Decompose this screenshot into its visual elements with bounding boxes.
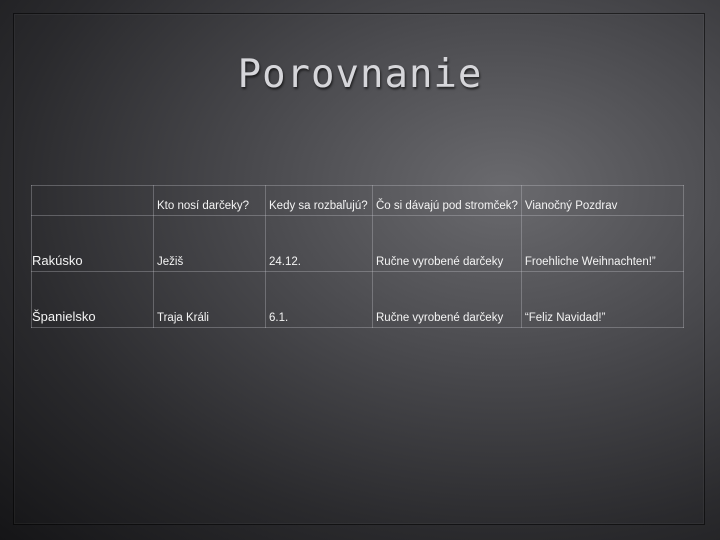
row-label-spain: Španielsko [32,272,154,328]
table-cell: “Feliz Navidad!” [521,272,683,328]
table-header-row [32,186,684,216]
comparison-table [31,185,684,328]
table-cell: Ručne vyrobené darčeky [373,272,522,328]
table-cell: Ručne vyrobené darčeky [373,216,522,272]
table-cell: Traja Králi [154,272,266,328]
table-cell: Ježiš [154,216,266,272]
slide-title: Porovnanie [237,52,483,97]
table-cell: 6.1. [266,272,373,328]
table-row [32,272,684,328]
header-cell-greeting: Vianočný Pozdrav [521,186,683,216]
header-cell-what-under-tree: Čo si dávajú pod stromček? [373,186,522,216]
header-cell-empty [32,186,154,216]
table-row [32,216,684,272]
row-label-austria: Rakúsko [32,216,154,272]
table-cell: Froehliche Weihnachten!” [521,216,683,272]
header-cell-who-brings-gifts: Kto nosí darčeky? [154,186,266,216]
header-cell-when-unwrapped: Kedy sa rozbaľujú? [266,186,373,216]
table-cell: 24.12. [266,216,373,272]
